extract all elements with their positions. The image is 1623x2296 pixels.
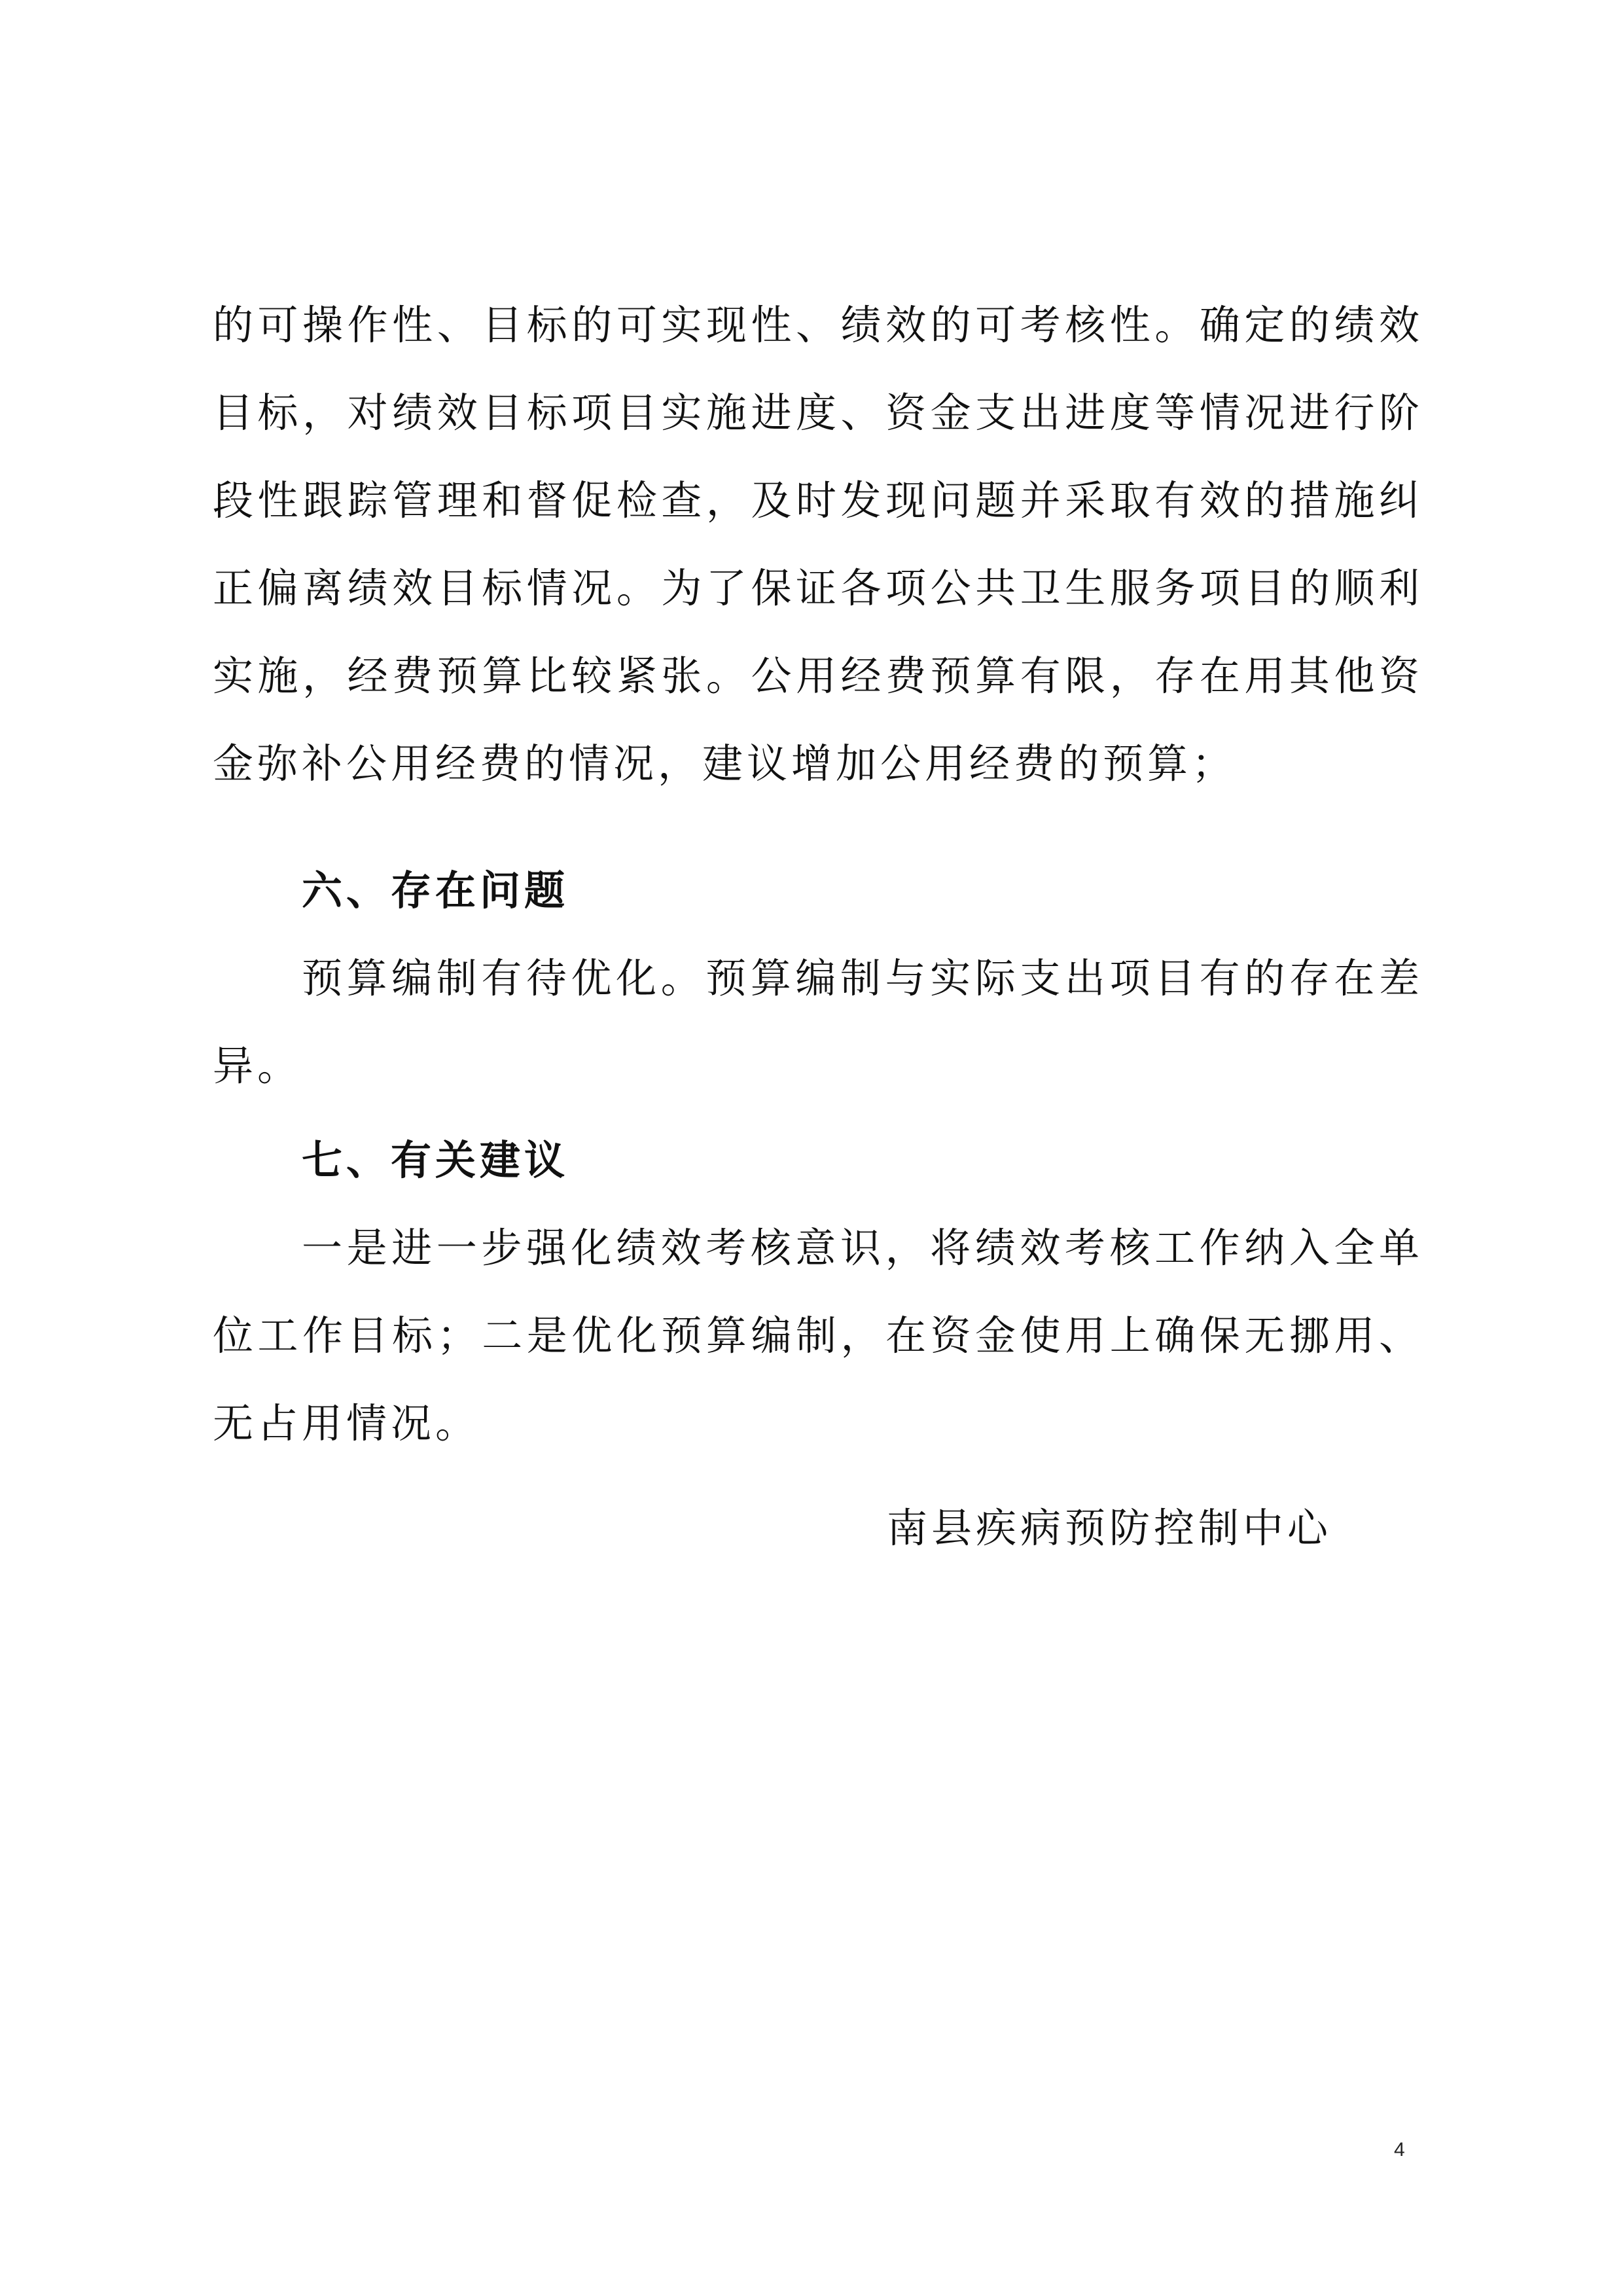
section-body-issues: 预算编制有待优化。预算编制与实际支出项目有的存在差异。	[213, 954, 1423, 1090]
document-body	[213, 281, 1423, 1467]
section-spacer	[213, 1110, 1423, 1117]
section-spacer	[213, 808, 1423, 847]
continued-paragraph: 的可操作性、目标的可实现性、绩效的可考核性。确定的绩效目标，对绩效目标项目实施进度、资金支出进度等情况进行阶段性跟踪管理和督促检查，及时发现问题并采取有效的措施纠正偏离绩效目标情况。为了保证各项公共卫生服务项目的顺利实施，经费预算比较紧张。公用经费预算有限，存在用其他资金弥补公用经费的情况，建议增加公用经费的预算；	[213, 301, 1423, 787]
organization-signature: 南县疾病预防控制中心	[887, 1504, 1332, 1552]
section-heading-suggestions: 七、有关建议	[302, 1136, 569, 1184]
section-heading-issues: 六、存在问题	[302, 867, 569, 914]
page-number: 4	[1394, 2139, 1405, 2161]
section-body-suggestions: 一是进一步强化绩效考核意识，将绩效考核工作纳入全单位工作目标；二是优化预算编制，在资金使用上确保无挪用、无占用情况。	[213, 1224, 1423, 1447]
